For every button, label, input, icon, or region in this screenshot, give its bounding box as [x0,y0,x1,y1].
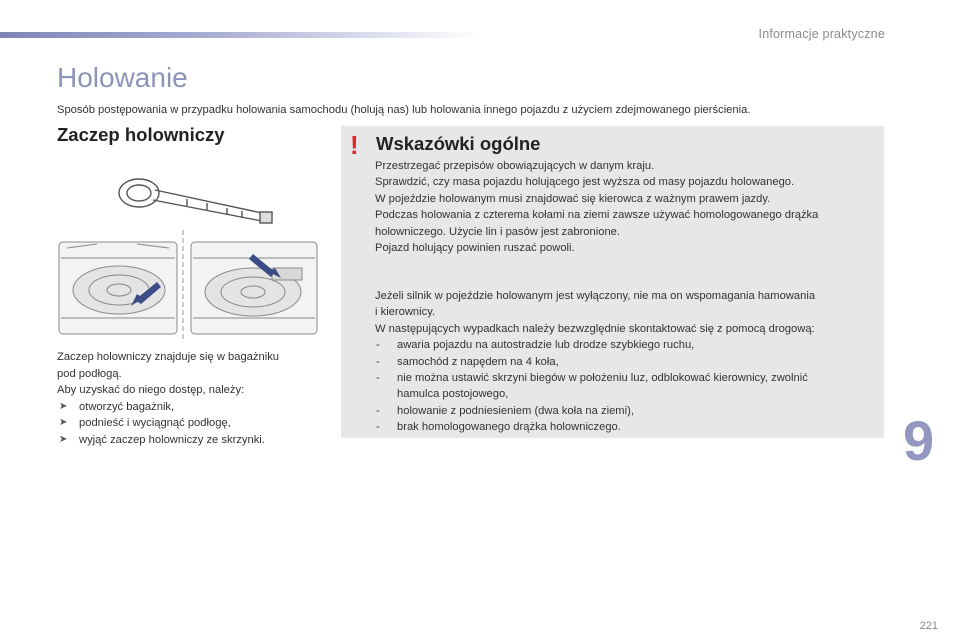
rule-line: Sprawdzić, czy masa pojazdu holującego jest wyższa od masy pojazdu holowanego. [375,176,795,189]
case-continuation: hamulca postojowego, [397,388,509,401]
towing-eye-instructions [57,349,327,448]
engine-line: W następujących wypadkach należy bezwzględnie skontaktować się z pomocą drogową: [375,322,815,335]
list-item: - holowanie z podniesieniem (dwa koła na ziemi), [376,404,634,417]
chapter-number: 9 [903,409,935,472]
list-item: ➤ otworzyć bagażnik, [57,399,327,416]
bullet-icon: ➤ [59,400,68,412]
bullet-icon: ➤ [59,417,68,428]
list-item: - samochód z napędem na 4 koła, [376,355,559,368]
rule-line: holowniczego. Użycie lin i pasów jest zabronione. [375,225,621,238]
engine-line: Jeżeli silnik w pojeździe holowanym jest wyłączony, nie ma on wspomagania hamowania [375,290,816,302]
rule-line: W pojeździe holowanym musi znajdować się kierowca z ważnym prawem jazdy. [375,192,771,205]
general-rules-block [375,158,865,256]
steps-list [57,399,327,449]
list-item: ➤ wyjąć zaczep holowniczy ze skrzynki. [57,432,327,449]
access-intro-text: Aby uzyskać do niego dostęp, należy: [57,384,245,396]
rule-line: Przestrzegać przepisów obowiązujących w danym kraju. [375,160,655,172]
towing-eye-image [119,179,272,223]
rule-line: Pojazd holujący powinien ruszać powoli. [375,242,575,255]
engine-line: i kierownicy. [375,306,436,319]
towing-eye-illustration [57,168,319,342]
list-item: - brak homologowanego drążka holowniczego. [376,421,621,434]
engine-off-block [375,288,865,436]
location-text-line-2: pod podłogą. [57,367,122,380]
page-number: 221 [919,620,938,632]
warning-exclamation-icon: ! [350,130,359,160]
towing-eye-heading: Zaczep holowniczy [57,124,225,145]
header-accent-bar [0,32,480,38]
list-item: - nie można ustawić skrzyni biegów w położeniu luz, odblokować kierownicy, zwolnić hamulca postojowego, [376,372,808,401]
rule-line: Podczas holowania z czterema kołami na ziemi zawsze używać homologowanego drążka [375,209,819,222]
general-advice-heading: Wskazówki ogólne [376,133,541,154]
section-label: Informacje praktyczne [758,27,885,41]
roadside-cases-list [375,337,865,435]
list-item: ➤ podnieść i wyciągnąć podłogę, [57,415,327,432]
list-item: - awaria pojazdu na autostradzie lub drodze szybkiego ruchu, [376,339,695,352]
bullet-icon: ➤ [59,433,68,445]
location-text-line-1: Zaczep holowniczy znajduje się w bagażniku [57,351,280,363]
page-title: Holowanie [57,62,188,93]
intro-text: Sposób postępowania w przypadku holowania samochodu (holują nas) lub holowania innego pojazdu z użyciem zdejmowanego pierścienia. [57,104,751,116]
